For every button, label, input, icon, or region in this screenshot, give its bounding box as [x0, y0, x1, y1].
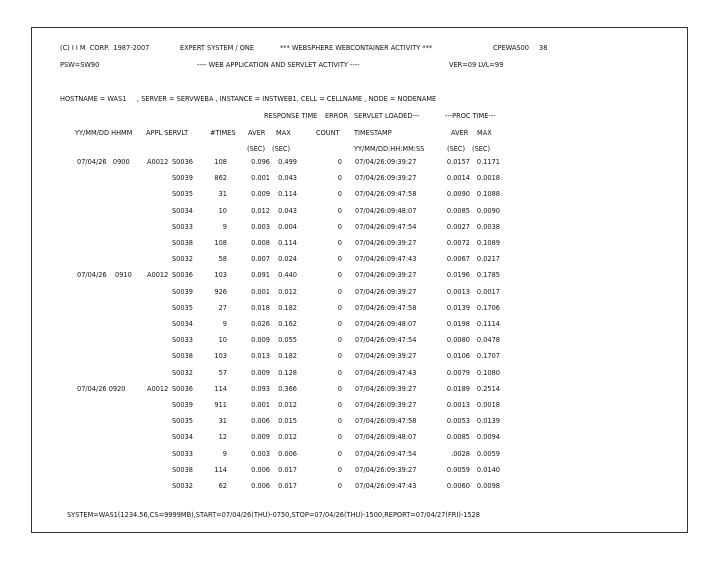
- aver-column-header: AVER: [248, 129, 266, 137]
- row-proc-max: 0.1171: [476, 158, 500, 166]
- row-proc-aver: 0.0060: [446, 482, 470, 490]
- row-max: 0.366: [278, 384, 297, 393]
- row-aver: 0.006: [251, 465, 270, 474]
- row-date-time: 07/04/26 0920: [77, 384, 126, 393]
- row-servlet: S0033: [172, 222, 193, 231]
- row-aver: 0.012: [251, 206, 270, 215]
- row-servlet: S0039: [172, 287, 193, 296]
- row-appl: A0012: [147, 271, 169, 280]
- row-proc-aver: 0.0013: [446, 401, 470, 409]
- row-timestamp: 07/04/26:09:48:07: [355, 320, 417, 328]
- row-error-count: 0: [337, 384, 342, 393]
- row-timestamp: 07/04/26:09:39:27: [355, 239, 417, 247]
- timestamp-format-label: YY/MM/DD:HH:MM:SS: [354, 145, 425, 153]
- row-proc-max: 0.0038: [476, 222, 500, 231]
- report-subtitle: ---- WEB APPLICATION AND SERVLET ACTIVITY ----: [197, 61, 360, 69]
- row-times: 108: [214, 239, 227, 247]
- row-error-count: 0: [337, 368, 342, 377]
- row-proc-aver: 0.0090: [446, 190, 470, 199]
- row-error-count: 0: [337, 352, 342, 361]
- response-time-group-header: RESPONSE TIME: [264, 112, 318, 120]
- count-column-header: COUNT: [316, 129, 340, 137]
- row-servlet: S0032: [172, 255, 193, 264]
- row-error-count: 0: [337, 320, 342, 328]
- row-servlet: S0035: [172, 303, 193, 312]
- row-proc-max: 0.0098: [476, 482, 500, 490]
- row-proc-aver: 0.0080: [446, 336, 470, 345]
- row-proc-max: 0.2514: [476, 384, 500, 393]
- row-proc-max: 0.0217: [476, 255, 500, 264]
- row-times: 114: [214, 465, 227, 474]
- psw-label: PSW=SW90: [60, 61, 100, 69]
- row-servlet: S0039: [172, 401, 193, 409]
- row-max: 0.017: [278, 482, 297, 490]
- row-max: 0.024: [278, 255, 297, 264]
- row-proc-max: 0.0017: [476, 287, 500, 296]
- row-error-count: 0: [337, 174, 342, 183]
- row-times: 108: [214, 158, 227, 166]
- row-error-count: 0: [337, 255, 342, 264]
- row-times: 10: [218, 336, 227, 345]
- row-error-count: 0: [337, 303, 342, 312]
- row-proc-max: 0.1785: [476, 271, 500, 280]
- row-max: 0.012: [278, 433, 297, 442]
- row-aver: 0.093: [251, 384, 270, 393]
- row-times: 9: [222, 449, 227, 458]
- row-proc-aver: 0.0067: [446, 255, 470, 264]
- row-proc-max: 0.0090: [476, 206, 500, 215]
- row-max: 0.114: [278, 239, 297, 247]
- row-proc-aver: 0.0157: [446, 158, 470, 166]
- row-timestamp: 07/04/26:09:39:27: [355, 287, 417, 296]
- max-column-header: MAX: [276, 129, 291, 137]
- row-servlet: S0036: [172, 271, 193, 280]
- row-proc-max: 0.0018: [476, 401, 500, 409]
- row-proc-aver: 0.0085: [446, 433, 470, 442]
- row-aver: 0.009: [251, 368, 270, 377]
- row-timestamp: 07/04/26:09:39:27: [355, 465, 417, 474]
- row-timestamp: 07/04/26:09:39:27: [355, 158, 417, 166]
- row-timestamp: 07/04/26:09:47:43: [355, 482, 417, 490]
- page-number: 38: [539, 44, 548, 52]
- row-servlet: S0036: [172, 158, 193, 166]
- row-proc-aver: .0028: [451, 449, 470, 458]
- proc-max-column-header: MAX: [477, 129, 492, 137]
- row-proc-aver: 0.0027: [446, 222, 470, 231]
- row-servlet: S0039: [172, 174, 193, 183]
- row-timestamp: 07/04/26:09:39:27: [355, 271, 417, 280]
- row-aver: 0.001: [251, 287, 270, 296]
- row-servlet: S0034: [172, 433, 193, 442]
- row-timestamp: 07/04/26:09:47:58: [355, 190, 417, 199]
- row-times: 862: [214, 174, 227, 183]
- row-times: 9: [222, 222, 227, 231]
- row-proc-max: 0.1089: [476, 239, 500, 247]
- row-times: 27: [218, 303, 227, 312]
- row-times: 57: [218, 368, 227, 377]
- row-servlet: S0038: [172, 465, 193, 474]
- row-date-time: 07/04/26 0910: [77, 271, 132, 280]
- row-max: 0.017: [278, 465, 297, 474]
- row-aver: 0.091: [251, 271, 270, 280]
- row-timestamp: 07/04/26:09:47:43: [355, 368, 417, 377]
- row-proc-aver: 0.0059: [446, 465, 470, 474]
- row-max: 0.440: [278, 271, 297, 280]
- product-name: EXPERT SYSTEM / ONE: [180, 44, 255, 52]
- row-times: 911: [214, 401, 227, 409]
- row-aver: 0.018: [251, 303, 270, 312]
- row-servlet: S0032: [172, 368, 193, 377]
- row-proc-max: 0.1088: [476, 190, 500, 199]
- row-times: 12: [218, 433, 227, 442]
- row-servlet: S0038: [172, 239, 193, 247]
- row-aver: 0.001: [251, 401, 270, 409]
- row-timestamp: 07/04/26:09:47:58: [355, 303, 417, 312]
- version-label: VER=09 LVL=99: [449, 61, 504, 69]
- timestamp-column-header: TIMESTAMP: [354, 129, 392, 137]
- row-error-count: 0: [337, 206, 342, 215]
- row-times: 103: [214, 352, 227, 361]
- row-aver: 0.003: [251, 222, 270, 231]
- row-max: 0.043: [278, 206, 297, 215]
- report-title: *** WEBSPHERE WEBCONTAINER ACTIVITY ***: [280, 44, 433, 52]
- row-aver: 0.008: [251, 239, 270, 247]
- row-proc-aver: 0.0106: [446, 352, 470, 361]
- row-max: 0.182: [278, 303, 297, 312]
- row-appl: A0012: [147, 158, 169, 166]
- row-servlet: S0038: [172, 352, 193, 361]
- row-max: 0.006: [278, 449, 297, 458]
- row-servlet: S0033: [172, 336, 193, 345]
- row-proc-max: 0.0140: [476, 465, 500, 474]
- row-times: 9: [222, 320, 227, 328]
- row-proc-aver: 0.0013: [446, 287, 470, 296]
- row-timestamp: 07/04/26:09:47:54: [355, 336, 417, 345]
- row-timestamp: 07/04/26:09:47:54: [355, 222, 417, 231]
- row-proc-max: 0.1706: [476, 303, 500, 312]
- row-appl: A0012: [147, 384, 169, 393]
- row-servlet: S0034: [172, 206, 193, 215]
- row-servlet: S0035: [172, 417, 193, 426]
- row-aver: 0.007: [251, 255, 270, 264]
- row-aver: 0.001: [251, 174, 270, 183]
- row-error-count: 0: [337, 401, 342, 409]
- row-max: 0.182: [278, 352, 297, 361]
- error-group-header: ERROR: [325, 112, 349, 120]
- row-times: 10: [218, 206, 227, 215]
- proc-time-group-header: ---PROC TIME---: [445, 112, 496, 120]
- row-error-count: 0: [337, 336, 342, 345]
- proc-aver-column-header: AVER: [451, 129, 469, 137]
- row-proc-aver: 0.0053: [446, 417, 470, 426]
- row-timestamp: 07/04/26:09:47:58: [355, 417, 417, 426]
- row-aver: 0.009: [251, 433, 270, 442]
- row-max: 0.012: [278, 287, 297, 296]
- row-timestamp: 07/04/26:09:39:27: [355, 352, 417, 361]
- row-aver: 0.009: [251, 190, 270, 199]
- row-proc-max: 0.0018: [476, 174, 500, 183]
- row-error-count: 0: [337, 190, 342, 199]
- row-error-count: 0: [337, 449, 342, 458]
- row-times: 31: [218, 190, 227, 199]
- row-aver: 0.096: [251, 158, 270, 166]
- appl-servlet-column-header: APPL SERVLT: [146, 129, 189, 137]
- row-proc-max: 0.0139: [476, 417, 500, 426]
- copyright-text: (C) I I M CORP. 1987-2007: [60, 44, 150, 52]
- row-max: 0.162: [278, 320, 297, 328]
- row-proc-aver: 0.0072: [446, 239, 470, 247]
- row-aver: 0.009: [251, 336, 270, 345]
- row-servlet: S0032: [172, 482, 193, 490]
- row-timestamp: 07/04/26:09:39:27: [355, 174, 417, 183]
- servlet-loaded-group-header: SERVLET LOADED---: [354, 112, 420, 120]
- proc-aver-unit-label: (SEC): [447, 145, 466, 153]
- row-times: 58: [218, 255, 227, 264]
- row-servlet: S0036: [172, 384, 193, 393]
- row-proc-max: 0.0059: [476, 449, 500, 458]
- row-times: 926: [214, 287, 227, 296]
- row-error-count: 0: [337, 222, 342, 231]
- row-timestamp: 07/04/26:09:48:07: [355, 206, 417, 215]
- row-timestamp: 07/04/26:09:39:27: [355, 384, 417, 393]
- row-error-count: 0: [337, 433, 342, 442]
- row-times: 62: [218, 482, 227, 490]
- row-error-count: 0: [337, 287, 342, 296]
- row-error-count: 0: [337, 482, 342, 490]
- report-id: CPEWAS00: [493, 44, 529, 52]
- row-servlet: S0034: [172, 320, 193, 328]
- row-timestamp: 07/04/26:09:39:27: [355, 401, 417, 409]
- row-timestamp: 07/04/26:09:48:07: [355, 433, 417, 442]
- row-aver: 0.026: [251, 320, 270, 328]
- row-max: 0.114: [278, 190, 297, 199]
- row-proc-max: 0.1080: [476, 368, 500, 377]
- row-timestamp: 07/04/26:09:47:43: [355, 255, 417, 264]
- row-max: 0.499: [278, 158, 297, 166]
- host-info-line: HOSTNAME = WAS1 , SERVER = SERVWEBA , INSTANCE = INSTWEB1, CELL = CELLNAME , NODE = NODENAME: [60, 95, 437, 103]
- row-max: 0.012: [278, 401, 297, 409]
- row-timestamp: 07/04/26:09:47:54: [355, 449, 417, 458]
- row-proc-aver: 0.0139: [446, 303, 470, 312]
- times-column-header: #TIMES: [210, 129, 236, 137]
- row-error-count: 0: [337, 417, 342, 426]
- row-max: 0.055: [278, 336, 297, 345]
- row-times: 103: [214, 271, 227, 280]
- system-info-line: SYSTEM=WAS1(1234.56,CS=9999MB),START=07/04/26(THU)-0750,STOP=07/04/26(THU)-1500,REPORT=07/04/27(FRI)-1528: [67, 511, 480, 519]
- max-unit-label: (SEC): [272, 145, 291, 153]
- proc-max-unit-label: (SEC): [472, 145, 491, 153]
- row-proc-aver: 0.0189: [446, 384, 470, 393]
- row-max: 0.004: [278, 222, 297, 231]
- row-proc-aver: 0.0198: [446, 320, 470, 328]
- row-proc-max: 0.0094: [476, 433, 500, 442]
- row-aver: 0.006: [251, 482, 270, 490]
- row-proc-max: 0.0478: [476, 336, 500, 345]
- row-aver: 0.003: [251, 449, 270, 458]
- row-proc-aver: 0.0014: [446, 174, 470, 183]
- row-proc-aver: 0.0196: [446, 271, 470, 280]
- row-error-count: 0: [337, 239, 342, 247]
- aver-unit-label: (SEC): [247, 145, 266, 153]
- row-servlet: S0033: [172, 449, 193, 458]
- row-error-count: 0: [337, 465, 342, 474]
- row-aver: 0.013: [251, 352, 270, 361]
- row-max: 0.015: [278, 417, 297, 426]
- row-proc-max: 0.1114: [476, 320, 500, 328]
- row-max: 0.043: [278, 174, 297, 183]
- row-servlet: S0035: [172, 190, 193, 199]
- row-times: 114: [214, 384, 227, 393]
- row-times: 31: [218, 417, 227, 426]
- row-proc-max: 0.1707: [476, 352, 500, 361]
- row-error-count: 0: [337, 158, 342, 166]
- row-proc-aver: 0.0079: [446, 368, 470, 377]
- row-proc-aver: 0.0085: [446, 206, 470, 215]
- row-date-time: 07/04/26 0900: [77, 158, 130, 166]
- row-max: 0.128: [278, 368, 297, 377]
- row-aver: 0.006: [251, 417, 270, 426]
- date-time-column-header: YY/MM/DD HHMM: [75, 129, 133, 137]
- row-error-count: 0: [337, 271, 342, 280]
